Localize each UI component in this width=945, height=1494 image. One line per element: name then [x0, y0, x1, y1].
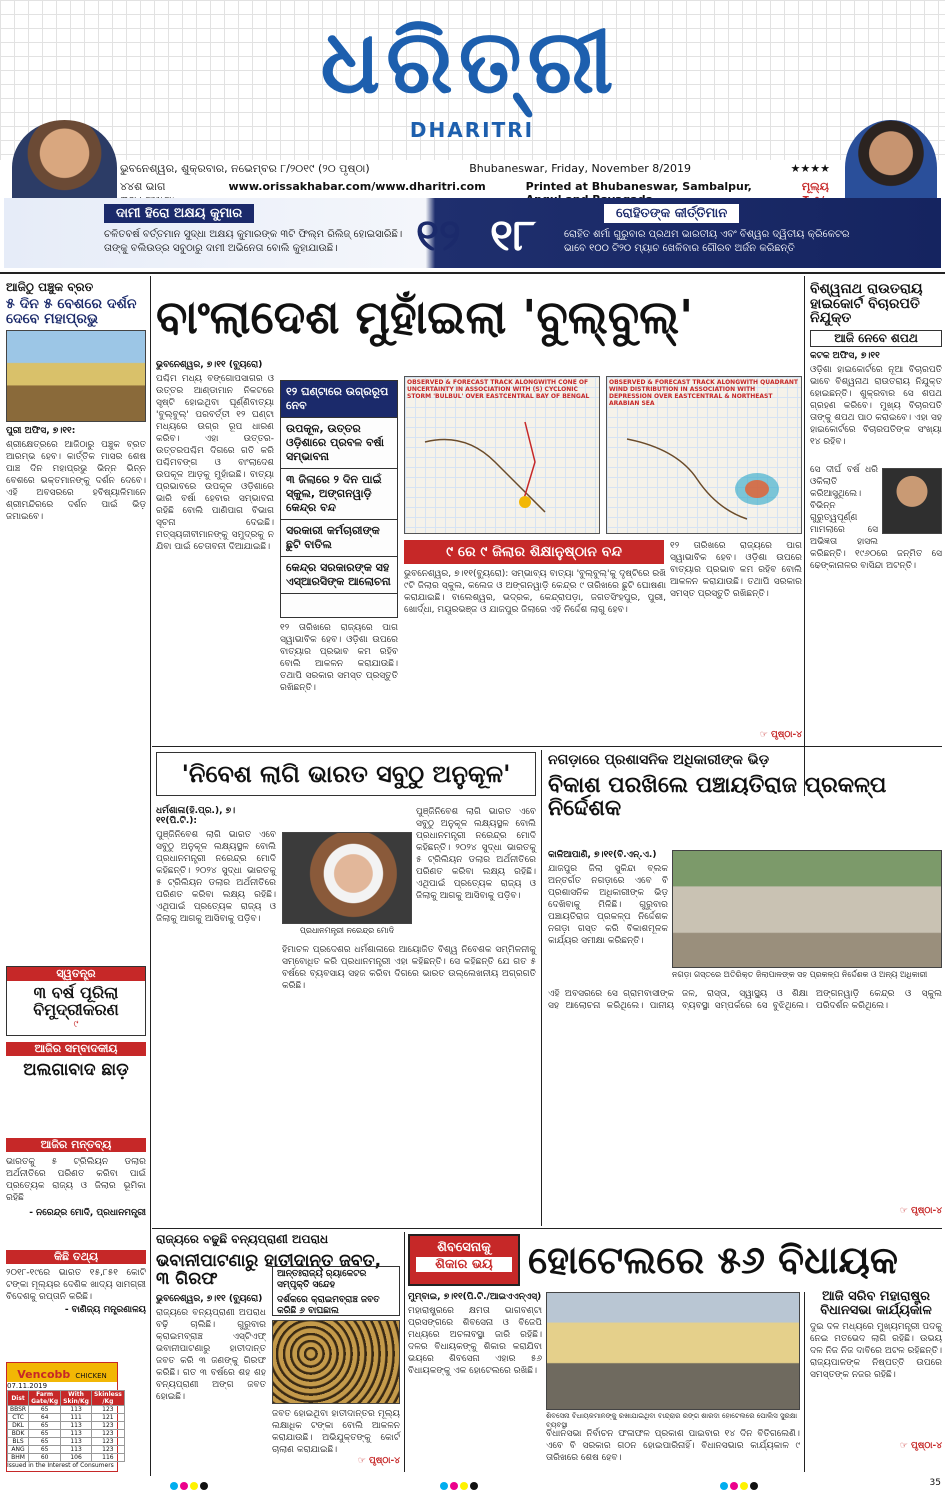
map1-graphic — [405, 402, 601, 522]
black-dot — [470, 1482, 478, 1490]
hotel-photo — [546, 1292, 800, 1410]
price-table-cell: BBSR — [8, 1406, 29, 1414]
wildlife-body-continued: ଜବତ ହୋଇଥିବା ହାତୀଦାନ୍ତର ମୂଲ୍ୟ ଲକ୍ଷାଧିକ ଟଙ୍କା ବୋଲି ଆକଳନ କରାଯାଉଛି। ଅଭିଯୁକ୍ତଙ୍କୁ କୋର୍ଟ ଚାଲାଣ କରାଯାଇଛି। — [272, 1409, 400, 1455]
edition-stars: ★★★★ — [790, 162, 830, 175]
wildlife-body: ରାଜ୍ୟରେ ବନ୍ୟପ୍ରାଣୀ ଅପରାଧ ବଢ଼ି ଚାଲିଛି। ଗୁରୁବାର କ୍ରାଇମବ୍ରାଞ୍ଚ ଏସ୍‌ଟିଏଫ୍ ଭବାନୀପାଟଣାରୁ ହାତୀଦାନ୍ତ ଜବତ କରି ୩ ଜଣଙ୍କୁ ଗିରଫ କରିଛି। ଗତ ୩ ବର୍ଷରେ ଶହ ଶହ ବନ୍ୟପ୍ରାଣୀ ଅଙ୍ଗ ଜବତ ହୋଇଛି। — [156, 1308, 266, 1402]
wildlife-headline[interactable]: ଭବାନୀପାଟଣାରୁ ହାତୀଦାନ୍ତ ଜବତ, ୩ ଗିରଫ — [156, 1251, 382, 1289]
lead-dateline: ଭୁବନେଶ୍ୱର, ୭।୧୧ (ବ୍ୟୁରୋ) — [156, 360, 263, 370]
opinion-byline: - ନରେନ୍ଦ୍ର ମୋଦି, ପ୍ରଧାନମନ୍ତ୍ରୀ — [29, 1208, 146, 1218]
price-table-cell: 113 — [61, 1438, 92, 1446]
price-table-cell: CTC — [8, 1414, 29, 1422]
price-table-cell: 121 — [91, 1414, 124, 1422]
price-table-row — [8, 1430, 125, 1438]
lead-body-col3-text: ୧୨ ତାରିଖରେ ରାଜ୍ୟରେ ପାଗ ସ୍ୱାଭାବିକ ହେବ। ଓଡ଼ିଶା ଉପରେ ବାତ୍ୟାର ପ୍ରଭାବ କମ ରହିବ ବୋଲି ଆକଳନ କରାଯାଉଛି। ତଥାପି ସରକାର ସମସ୍ତ ପ୍ରସ୍ତୁତି ରଖିଛନ୍ତି। — [670, 541, 802, 599]
swatantra-tag: ସ୍ୱତନ୍ତ୍ର — [7, 967, 145, 981]
wildlife-kicker: ରାଜ୍ୟରେ ବଢୁଛି ବନ୍ୟପ୍ରାଣୀ ଅପରାଧ — [156, 1232, 329, 1246]
date-odia: ଭୁବନେଶ୍ୱର, ଶୁକ୍ରବାର, ନଭେମ୍ବର ୮/୨୦୧୯ (୨୦ ପୃଷ୍ଠା) — [120, 162, 370, 175]
map2-caption: OBSERVED & FORECAST TRACK ALONGWITH QUADRANT WIND DISTRIBUTION IN ASSOCIATION WITH DEPRESSION OVER EASTCENTRAL & NORTHEAST ARABIAN SEA — [609, 379, 798, 407]
modi-col3 — [416, 806, 536, 940]
price-table-row — [8, 1438, 125, 1446]
modi-body: ପୁଞ୍ଜିନିବେଶ ଲାଗି ଭାରତ ଏବେ ସବୁଠୁ ଅନୁକୂଳ ଲକ୍ଷ୍ୟସ୍ଥଳ ବୋଲି ପ୍ରଧାନମନ୍ତ୍ରୀ ନରେନ୍ଦ୍ର ମୋଦି କହିଛନ୍ତି। ୨୦୨୪ ସୁଦ୍ଧା ଭାରତକୁ ୫ ଟ୍ରିଲିୟନ ଡଲାର ଅର୍ଥନୀତିରେ ପରିଣତ କରିବା ଲକ୍ଷ୍ୟ ରହିଛି। ଏଥିପାଇଁ ପ୍ରତ୍ୟେକ ରାଜ୍ୟ ଓ ଜିଲାକୁ ଆଗକୁ ଆସିବାକୁ ପଡ଼ିବ। — [156, 830, 276, 924]
magenta-dot — [450, 1482, 458, 1490]
hotel-dateline: ମୁମ୍ବାଇ, ୭।୧୧(ପି.ଟି./ଆଇଏଏନ୍‌ଏସ୍) — [408, 1292, 542, 1302]
hotel-tag-box — [408, 1234, 520, 1286]
column-divider — [541, 750, 542, 1226]
price-table — [7, 1390, 125, 1462]
black-dot — [200, 1482, 208, 1490]
panchayat-photo — [672, 850, 942, 968]
judge-body-continued: ସେ ଦୀର୍ଘ ବର୍ଷ ଧରି ଓକିଲାତି କରିଆସୁଥିଲେ। ବିଭିନ୍ନ ଗୁରୁତ୍ୱପୂର୍ଣ୍ଣ ମାମଲାରେ ସେ ଅଭିଜ୍ଞତା ହାସଲ କରିଛନ୍ତି। ୧୯୬୦ରେ ଜନ୍ମିତ ସେ ଢେଙ୍କାନାଳର ବାସିନ୍ଦା ଅଟନ୍ତି। — [810, 465, 942, 572]
rule — [0, 272, 945, 274]
yellow-dot — [460, 1482, 468, 1490]
school-closure-headline[interactable]: ୯ ରେ ୯ ଜିଲାର ଶିକ୍ଷାନୁଷ୍ଠାନ ବନ୍ଦ — [404, 540, 664, 564]
price-table-cell: 106 — [61, 1454, 92, 1462]
lead-body-col2 — [280, 622, 398, 742]
swatantra-page: ୯ — [73, 1018, 79, 1030]
price-table-cell: 65 — [29, 1446, 61, 1454]
editorial-headline: ଅଲଗାବାଦ ଛାଡ଼ — [23, 1060, 129, 1080]
price-table-cell: DKL — [8, 1422, 29, 1430]
hotel-continued[interactable]: ☞ ପୃଷ୍ଠା-୪ — [899, 1441, 942, 1452]
temple-photo — [6, 330, 146, 422]
price-table-row — [8, 1454, 125, 1462]
hotel-col2 — [546, 1428, 800, 1472]
issue-number: ୪୪ଶ ଭାଗ — [120, 180, 166, 193]
left-column — [6, 280, 146, 1020]
hotel-tag-line1: ଶିବସେନାକୁ — [437, 1240, 491, 1255]
hotel-side — [810, 1290, 942, 1472]
swatantra-box — [6, 966, 146, 1036]
price-table-header: Farm Gate/Kg — [29, 1391, 61, 1406]
price-table-cell: 123 — [91, 1422, 124, 1430]
hotel-head-block — [528, 1232, 942, 1288]
price-table-cell: 65 — [29, 1422, 61, 1430]
column-divider — [150, 276, 151, 1476]
price-table-cell: 64 — [29, 1414, 61, 1422]
price-table-cell: 113 — [61, 1422, 92, 1430]
opinion-box — [6, 1138, 146, 1244]
facts-text: ୨୦୧୮-୧୯ରେ ଭାରତ ୧୫,୮୫୧ କୋଟି ଟଙ୍କା ମୂଲ୍ୟର ଦେଶିକ ଖାଦ୍ୟ ସାମଗ୍ରୀ ବିଦେଶକୁ ରପ୍ତାନି କରିଛି। — [6, 1268, 146, 1302]
modi-caption: ପ୍ରଧାନମନ୍ତ୍ରୀ ନରେନ୍ଦ୍ର ମୋଦି — [299, 926, 395, 935]
panchuk-body: ଶ୍ରୀକ୍ଷେତ୍ରରେ ଆଜିଠାରୁ ପଞ୍ଚୁକ ବ୍ରତ ଆରମ୍ଭ ହେବ। କାର୍ତ୍ତିକ ମାସର ଶେଷ ପାଞ୍ଚ ଦିନ ମହାପ୍ରଭୁ ଭିନ୍ନ ଭିନ୍ନ ବେଶରେ ଭକ୍ତମାନଙ୍କୁ ଦର୍ଶନ ଦେବେ। ଏହି ଅବସରରେ ହବିଷ୍ୟାଳିମାନେ ଶ୍ରୀମନ୍ଦିରରେ ଦର୍ଶନ ପାଇଁ ଭିଡ଼ ଜମାଇବେ। — [6, 440, 146, 523]
ad-date: 07.11.2019 — [7, 1382, 48, 1390]
wildlife-col2 — [272, 1408, 400, 1470]
hotel-body-continued: ବିଧାନସଭା ନିର୍ବାଚନ ଫଳାଫଳ ପ୍ରକାଶ ପାଇବାର ୧୪ ଦିନ ବିତିଗଲେଣି। ଏବେ ବି ସରକାର ଗଠନ ହୋଇପାରିନାହିଁ। ବିଧାନସଭାର କାର୍ଯ୍ୟକାଳ ୯ ତାରିଖରେ ଶେଷ ହେବ। — [546, 1429, 800, 1463]
price-table-cell: 123 — [91, 1430, 124, 1438]
fact-item: ୩ ଜିଲାରେ ୨ ଦିନ ପାଇଁ ସ୍କୁଲ, ଅଙ୍ଗନୱାଡ଼ି କେନ୍ଦ୍ର ବନ୍ଦ — [281, 469, 397, 520]
panchayat-body-continued: ଏହି ଅବସରରେ ସେ ଗ୍ରାମବାସୀଙ୍କ ସହ ଆଲୋଚନା କରିଥିଲେ। ପାନୀୟ ଜଳ, ରାସ୍ତା, ସ୍ୱାସ୍ଥ୍ୟ ଓ ଶିକ୍ଷା ବ୍ୟବସ୍ଥା ସମ୍ପର୍କରେ ସେ ବୁଝିଥିଲେ। ଅଙ୍ଗନୱାଡ଼ି କେନ୍ଦ୍ର ଓ ସ୍କୁଲ ପରିଦର୍ଶନ କରିଥିଲେ। — [548, 989, 942, 1011]
price-table-cell: 65 — [29, 1438, 61, 1446]
panchayat-body-block — [548, 988, 942, 1224]
facts-tag: କିଛି ତଥ୍ୟ — [6, 1250, 146, 1264]
price-table-header: Skinless /Kg — [91, 1391, 124, 1406]
price-table-cell: 111 — [61, 1414, 92, 1422]
panchayat-kicker: ନଗଡ଼ାରେ ପ୍ରଶାସନିକ ଅଧିକାରୀଙ୍କ ଭିଡ଼ — [548, 752, 770, 768]
opinion-tag: ଆଜିର ମନ୍ତବ୍ୟ — [6, 1138, 146, 1152]
yellow-dot — [740, 1482, 748, 1490]
opinion-text: ଭାରତକୁ ୫ ଟ୍ରିଲିୟନ ଡଲାର ଅର୍ଥନୀତିରେ ପରିଣତ କରିବା ପାଇଁ ପ୍ରତ୍ୟେକ ରାଜ୍ୟ ଓ ଜିଲାର ଭୂମିକା ରହିଛି — [6, 1157, 146, 1203]
cyclone-map-2 — [606, 376, 802, 534]
vencobb-ad — [6, 1362, 122, 1472]
judge-dateline: କଟକ ଅଫିସ, ୭।୧୧ — [810, 351, 880, 362]
modi-headline-box — [156, 752, 536, 796]
facts-byline: - ବାଣିଜ୍ୟ ମନ୍ତ୍ରଣାଳୟ — [64, 1305, 146, 1315]
ivory-photo — [272, 1320, 400, 1404]
lead-headline[interactable]: ବାଂଲାଦେଶ ମୁହାଁଇଲା 'ବୁଲ୍‌ବୁଲ୍' — [156, 290, 694, 344]
panchayat-caption: ନଗଡ଼ା ଗସ୍ତରେ ଅତିରିକ୍ତ ଜିଲାପାଳଙ୍କ ସହ ପ୍ରକଳ୍ପ ନିର୍ଦ୍ଦେଶକ ଓ ଅନ୍ୟ ଅଧିକାରୀ — [672, 970, 928, 979]
column-divider — [804, 1292, 805, 1472]
cyan-dot — [720, 1482, 728, 1490]
panchayat-caption-block — [672, 970, 942, 984]
page-number: 35 — [929, 1478, 941, 1488]
modi-body-col3: ପୁଞ୍ଜିନିବେଶ ଲାଗି ଭାରତ ଏବେ ସବୁଠୁ ଅନୁକୂଳ ଲକ୍ଷ୍ୟସ୍ଥଳ ବୋଲି ପ୍ରଧାନମନ୍ତ୍ରୀ ନରେନ୍ଦ୍ର ମୋଦି କହିଛନ୍ତି। ୨୦୨୪ ସୁଦ୍ଧା ଭାରତକୁ ୫ ଟ୍ରିଲିୟନ ଡଲାର ଅର୍ଥନୀତିରେ ପରିଣତ କରିବା ଲକ୍ଷ୍ୟ ରହିଛି। ଏଥିପାଇଁ ପ୍ରତ୍ୟେକ ରାଜ୍ୟ ଓ ଜିଲାକୁ ଆଗକୁ ଆସିବାକୁ ପଡ଼ିବ। — [416, 807, 536, 901]
hotel-body: ମହାରାଷ୍ଟ୍ରରେ କ୍ଷମତା ଭାଗବଣ୍ଟା ପ୍ରସଙ୍ଗରେ ଶିବସେନା ଓ ବିଜେପି ମଧ୍ୟରେ ଅଚଳାବସ୍ଥା ଜାରି ରହିଛି। ଦଳର ବିଧାୟକଙ୍କୁ ଶିକାର କରାଯିବା ଭୟରେ ଶିବସେନା ଏହାର ୫୬ ବିଧାୟକଙ୍କୁ ଏକ ହୋଟେଲରେ ରଖିଛି। — [408, 1306, 542, 1376]
column-divider — [804, 276, 805, 796]
lead-body-col1 — [156, 360, 274, 740]
price-table-cell: 113 — [61, 1430, 92, 1438]
panchuk-dateline: ପୁରୀ ଅଫିସ, ୭।୧୧: — [6, 426, 76, 437]
modi-body-continued: ହିମାଚଳ ପ୍ରଦେଶର ଧର୍ମଶାଳାରେ ଆୟୋଜିତ ବିଶ୍ୱ ନିବେଶକ ସମ୍ମିଳନୀକୁ ସମ୍ବୋଧିତ କରି ପ୍ରଧାନମନ୍ତ୍ରୀ ଏହା କହିଛନ୍ତି। ସେ କହିଛନ୍ତି ଯେ ଗତ ୫ ବର୍ଷରେ ବ୍ୟବସାୟ ସହଜ କରିବା ଦିଗରେ ଭାରତ ଉଲ୍ଲେଖନୀୟ ଅଗ୍ରଗତି କରିଛି। — [282, 945, 536, 991]
promo-band — [4, 198, 941, 268]
judge-body: ଓଡ଼ିଶା ହାଇକୋର୍ଟରେ ନୂଆ ବିଚାରପତି ଭାବେ ବିଶ୍ୱନାଥ ରାଉତରାୟ ନିଯୁକ୍ତ ହୋଇଛନ୍ତି। ଶୁକ୍ରବାର ସେ ଶପଥ ଗ୍ରହଣ କରିବେ। ମୁଖ୍ୟ ବିଚାରପତି ତାଙ୍କୁ ଶପଥ ପାଠ କରାଇବେ। ଏହା ସହ ହାଇକୋର୍ଟରେ ବିଚାରପତିଙ୍କ ସଂଖ୍ୟା ୧୪ ରହିବ। — [810, 365, 942, 448]
promo-right-number: ୧୮ — [490, 210, 536, 261]
cyan-dot — [440, 1482, 448, 1490]
panchuk-headline: ୫ ଦିନ ୫ ବେଶରେ ଦର୍ଶନ ଦେବେ ମହାପ୍ରଭୁ — [6, 296, 137, 327]
magenta-dot — [730, 1482, 738, 1490]
fact-item: ଉପକୂଳ, ଉତ୍ତର ଓଡ଼ିଶାରେ ପ୍ରବଳ ବର୍ଷା ସମ୍ଭାବନା — [281, 418, 397, 469]
ad-brand: Vencobb — [17, 1368, 71, 1381]
price-table-cell: 65 — [29, 1430, 61, 1438]
fact-list — [281, 381, 397, 594]
price-table-cell: 113 — [61, 1406, 92, 1414]
price-table-cell: BLS — [8, 1438, 29, 1446]
swatantra-headline: ୩ ବର୍ଷ ପୂରିଲା ବିମୁଦ୍ରୀକରଣ — [33, 983, 119, 1019]
fact-item: କେନ୍ଦ୍ର ସରକାରଙ୍କ ସହ ଏସ୍‌ଆରସିଙ୍କ ଆଲୋଚନା — [281, 557, 397, 594]
panchuk-kicker: ଆଜିଠୁ ପଞ୍ଚୁକ ବ୍ରତ — [6, 280, 94, 294]
modi-headline[interactable]: 'ନିବେଶ ଲାଗି ଭାରତ ସବୁଠୁ ଅନୁକୂଳ' — [181, 760, 511, 788]
promo-right-title: ରୋହିତଙ୍କ କୀର୍ତ୍ତିମାନ — [604, 204, 739, 223]
website[interactable]: www.orissakhabar.com/www.dharitri.com — [228, 180, 486, 193]
promo-left-text: ଚଳିତବର୍ଷ ବର୍ତ୍ତମାନ ସୁଦ୍ଧା ଅକ୍ଷୟ କୁମାରଙ୍କ ୩ଟି ଫିଲ୍ମ ରିଲିଜ୍ ହୋଇସାରିଛି। ତାଙ୍କୁ ବଲିଉଡ୍‌ର ସବୁଠାରୁ ଦାମୀ ଅଭିନେତା ବୋଲି କୁହାଯାଉଛି। — [104, 229, 403, 254]
hotel-side-headline[interactable]: ଆଜି ସରିବ ମହାରାଷ୍ଟ୍ର ବିଧାନସଭା କାର୍ଯ୍ୟକାଳ — [820, 1289, 932, 1318]
ad-sub: CHICKEN — [75, 1372, 107, 1380]
lead-headline-block — [156, 282, 804, 356]
cyan-dot — [170, 1482, 178, 1490]
promo-left-title: ଦାମୀ ହିରୋ ଅକ୍ଷୟ କୁମାର — [104, 204, 254, 223]
panchayat-body: ଯାଜପୁର ଜିଲା ସୁକିନ୍ଦା ବ୍ଲକ ଅନ୍ତର୍ଗତ ନଗଡ଼ାରେ ଏବେ ବି ପ୍ରଶାସନିକ ଅଧିକାରୀଙ୍କ ଭିଡ଼ ଦେଖିବାକୁ ମିଳିଛି। ଗୁରୁବାର ପଞ୍ଚାୟତିରାଜ ପ୍ରକଳ୍ପ ନିର୍ଦ୍ଦେଶକ ନଗଡ଼ା ଗସ୍ତ କରି ବିକାଶମୂଳକ କାର୍ଯ୍ୟର ସମୀକ୍ଷା କରିଛନ୍ତି। — [548, 864, 668, 946]
modi-dateline: ଧର୍ମଶାଳା(ହି.ପ୍ର.), ୭।୧୧(ପି.ଟି.): — [156, 806, 236, 826]
panchayat-head-block — [548, 752, 942, 842]
price-table-row — [8, 1406, 125, 1414]
print-registration-marks — [0, 1478, 945, 1494]
price-table-cell: BHM — [8, 1454, 29, 1462]
rule — [152, 746, 942, 747]
hotel-caption: ଶିବସେନା ବିଧାୟକମାନଙ୍କୁ ରଖାଯାଇଥିବା ବାନ୍ଦ୍ରାର ରଙ୍ଗ ଶାରଦା ହୋଟେଲରେ ପୋଲିସ ସୁରକ୍ଷା ବ୍ୟବସ୍ଥା — [546, 1412, 798, 1429]
modi-col1 — [156, 806, 276, 1226]
price-table-cell: 123 — [91, 1446, 124, 1454]
logo-english: DHARITRI — [409, 118, 535, 142]
lead-body-col3 — [670, 540, 802, 744]
dateline-bar — [0, 160, 945, 196]
magenta-dot — [180, 1482, 188, 1490]
fact-box — [280, 380, 398, 618]
column-divider — [404, 1232, 405, 1472]
modi-caption-block — [282, 926, 412, 940]
ad-footnote: Issued in the Interest of Consumers — [7, 1462, 114, 1469]
printed-at: Printed at Bhubaneswar, Sambalpur, — [525, 180, 752, 193]
judge-headline[interactable]: ବିଶ୍ୱନାଥ ରାଉତରାୟ ହାଇକୋର୍ଟ ବିଚାରପତି ନିଯୁକ୍ତ — [810, 281, 923, 327]
wildlife-fact-item: ଆନ୍ତଃରାଜ୍ୟ ର‌୍ୟାକେଟର ସମ୍ପୃକ୍ତି ସନ୍ଦେହ — [277, 1269, 367, 1290]
hotel-col1 — [408, 1292, 542, 1472]
facts-box — [6, 1250, 146, 1320]
school-closure-header — [404, 540, 664, 564]
hotel-caption-block — [546, 1412, 800, 1429]
promo-left-number: ୧୨ — [416, 210, 461, 261]
modi-photo — [282, 832, 412, 924]
judge-story — [810, 282, 942, 792]
hotel-side-body: ଦୁଇ ଦଳ ମଧ୍ୟରେ ମୁଖ୍ୟମନ୍ତ୍ରୀ ପଦକୁ ନେଇ ମତଭେଦ ଲାଗି ରହିଛି। ଉଭୟ ଦଳ ନିଜ ନିଜ ଦାବିରେ ଅଟଳ ରହିଛନ୍ତି। ରାଜ୍ୟପାଳଙ୍କ ନିଷ୍ପତ୍ତି ଉପରେ ସମସ୍ତଙ୍କ ନଜର ରହିଛି। — [810, 1322, 942, 1381]
hotel-headline[interactable]: ହୋଟେଲରେ ୫୬ ବିଧାୟକ — [528, 1238, 898, 1282]
judge-photo — [882, 468, 942, 534]
wildlife-fact-box — [272, 1266, 400, 1316]
wildlife-dateline: ଭୁବନେଶ୍ୱର, ୭।୧୧ (ବ୍ୟୁରୋ) — [156, 1294, 263, 1304]
lead-body-continued: ୧୨ ତାରିଖରେ ରାଜ୍ୟରେ ପାଗ ସ୍ୱାଭାବିକ ହେବ। ଓଡ଼ିଶା ଉପରେ ବାତ୍ୟାର ପ୍ରଭାବ କମ ରହିବ ବୋଲି ଆକଳନ କରାଯାଉଛି। ତଥାପି ସରକାର ସମସ୍ତ ପ୍ରସ୍ତୁତି ରଖିଛନ୍ତି। — [280, 623, 398, 693]
cyclone-map-1 — [404, 376, 600, 534]
price: ମୂଲ୍ୟ — [801, 180, 829, 193]
map1-caption: OBSERVED & FORECAST TRACK ALONGWITH CONE OF UNCERTAINTY IN ASSOCIATION WITH (S) CYCLONIC STORM 'BULBUL' OVER EASTCENTRAL BAY OF BENGAL — [407, 379, 590, 400]
panchayat-col1 — [548, 850, 668, 970]
panchayat-dateline: କାଳିଆପାଣି, ୭।୧୧(ବି.ଏନ୍.ଏ.) — [548, 850, 657, 860]
hotel-tag-line2: ଶିକାର ଭୟ — [416, 1257, 512, 1272]
wildlife-fact-list — [273, 1267, 399, 1319]
price-table-cell: 123 — [91, 1406, 124, 1414]
panchayat-headline[interactable]: ବିକାଶ ପରଖିଲେ ପଞ୍ଚାୟତିରାଜ ପ୍ରକଳ୍ପ ନିର୍ଦ୍ଦେଶକ — [548, 773, 887, 822]
editorial-tag: ଆଜିର ସମ୍ବାଦକୀୟ — [6, 1042, 146, 1056]
price-table-row — [8, 1422, 125, 1430]
modi-col2 — [282, 944, 536, 1228]
judge-subhead: ଆଜି ନେବେ ଶପଥ — [810, 330, 942, 347]
editorial-box — [6, 1042, 146, 1112]
price-table-cell: 60 — [29, 1454, 61, 1462]
wildlife-col1 — [156, 1294, 266, 1470]
newspaper-logo — [280, 6, 660, 116]
map2-graphic — [607, 409, 803, 529]
school-closure-body: ଭୁବନେଶ୍ୱର, ୭।୧୧(ବ୍ୟୁରୋ): ସମ୍ଭାବ୍ୟ ବାତ୍ୟା 'ବୁଲ୍‌ବୁଲ୍'କୁ ଦୃଷ୍ଟିରେ ରଖି ୯ଟି ଜିଲାର ସ୍କୁଲ, କଲେଜ ଓ ଅଙ୍ଗନୱାଡ଼ି କେନ୍ଦ୍ର ୯ ତାରିଖରେ ଛୁଟି ଘୋଷଣା କରାଯାଇଛି। ବାଲେଶ୍ୱର, ଭଦ୍ରକ, କେନ୍ଦ୍ରାପଡ଼ା, ଜଗତସିଂହପୁର, ପୁରୀ, ଖୋର୍ଦ୍ଧା, ମୟୂରଭଞ୍ଜ ଓ ଯାଜପୁର ଜିଲାରେ ଏହି ନିର୍ଦ୍ଦେଶ ଲାଗୁ ହେବ। — [404, 569, 666, 615]
lead-continued[interactable]: ☞ ପୃଷ୍ଠା-୪ — [759, 730, 802, 740]
black-dot — [750, 1482, 758, 1490]
logo-odia: ଧରିତ୍ରୀ — [320, 9, 620, 113]
price-table-cell: 65 — [29, 1406, 61, 1414]
fact-item: ସରକାରୀ କର୍ମଚାରୀଙ୍କ ଛୁଟି ବାତିଲ — [281, 520, 397, 557]
promo-right-text: ରୋହିତ ଶର୍ମା ଗୁରୁବାର ପ୍ରଥମ ଭାରତୀୟ ଏବଂ ବିଶ୍ୱର ଦ୍ୱିତୀୟ କ୍ରିକେଟର ଭାବେ ୧୦୦ ଟି୨୦ ମ୍ୟାଚ ଖେଳିବାର ଗୌରବ ଅର୍ଜନ କରିଛନ୍ତି — [564, 229, 850, 254]
price-table-row — [8, 1414, 125, 1422]
price-table-cell: BDK — [8, 1430, 29, 1438]
wildlife-continued[interactable]: ☞ ପୃଷ୍ଠା-୪ — [357, 1456, 400, 1466]
rule — [152, 1228, 942, 1229]
panchayat-continued[interactable]: ☞ ପୃଷ୍ଠା-୪ — [899, 1206, 942, 1216]
price-table-cell: 116 — [91, 1454, 124, 1462]
price-table-row — [8, 1446, 125, 1454]
school-closure-story — [404, 568, 666, 744]
price-table-header: With Skin/Kg — [61, 1391, 92, 1406]
yellow-dot — [190, 1482, 198, 1490]
wildlife-fact-item: ଦର୍ଶକରେ କ୍ରାଇମବ୍ରାଞ୍ଚ ଜବତ କରିଛି ୬ ବାଘଛାଲ — [277, 1295, 380, 1316]
price-table-header: Dist — [8, 1391, 29, 1406]
date-english: Bhubaneswar, Friday, November 8/2019 — [469, 162, 691, 175]
price-table-cell: 113 — [61, 1446, 92, 1454]
fact-item: ୧୨ ଘଣ୍ଟାରେ ଉଗ୍ରରୂପ ନେବ — [281, 381, 397, 418]
price-table-cell: 123 — [91, 1438, 124, 1446]
price-table-cell: ANG — [8, 1446, 29, 1454]
lead-body: ପଶ୍ଚିମ ମଧ୍ୟ ବଙ୍ଗୋପସାଗର ଓ ଉତ୍ତର ଆଣ୍ଡାମାନ ନିକଟରେ ସୃଷ୍ଟି ହୋଇଥିବା ଘୂର୍ଣ୍ଣିବାତ୍ୟା 'ବୁଲ୍‌ବୁଲ୍' ପରବର୍ତ୍ତୀ ୧୨ ଘଣ୍ଟା ମଧ୍ୟରେ ଉଗ୍ର ରୂପ ଧାରଣ କରିବ। ଏହା ଉତ୍ତର-ଉତ୍ତରପଶ୍ଚିମ ଦିଗରେ ଗତି କରି ପଶ୍ଚିମବଙ୍ଗ ଓ ବାଂଲାଦେଶ ଉପକୂଳ ଆଡ଼କୁ ମୁହାଁଇଛି। ବାତ୍ୟା ପ୍ରଭାବରେ ଉପକୂଳ ଓଡ଼ିଶାରେ ଭାରି ବର୍ଷା ହେବାର ସମ୍ଭାବନା ରହିଛି ବୋଲି ପାଣିପାଗ ବିଭାଗ ସୂଚନା ଦେଇଛି। ମତ୍ସ୍ୟଜୀବୀମାନଙ୍କୁ ସମୁଦ୍ରକୁ ନ ଯିବା ପାଇଁ ଚେତାବନୀ ଦିଆଯାଇଛି। — [156, 374, 274, 552]
masthead — [0, 0, 945, 160]
